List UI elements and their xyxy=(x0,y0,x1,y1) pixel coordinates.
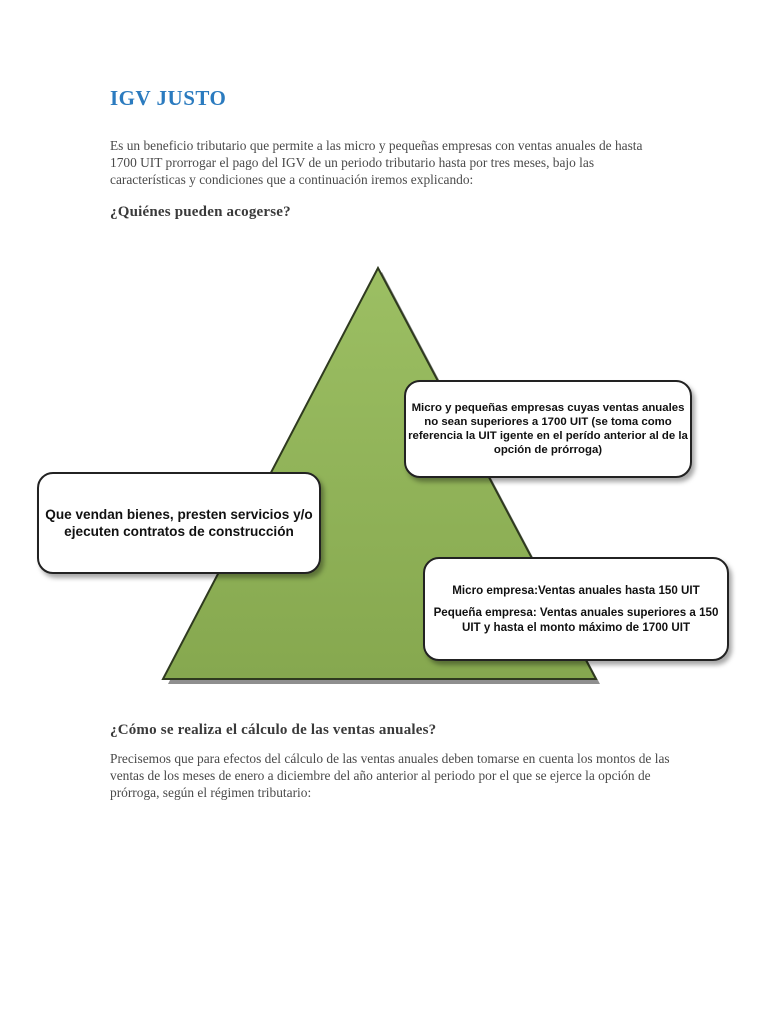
criteria-box-company-size xyxy=(423,557,729,661)
criteria-sales-limit-text: Micro y pequeñas empresas cuyas ventas anuales no sean superiores a 1700 UIT (se toma como referencia la UIT igente en el perído anterior al de la opción de prórroga) xyxy=(408,402,688,456)
section-heading-who: ¿Quiénes pueden acogerse? xyxy=(110,204,291,220)
criteria-box-sales-limit xyxy=(404,380,692,478)
page-title: IGV JUSTO xyxy=(110,86,227,110)
section-heading-calculation: ¿Cómo se realiza el cálculo de las ventas anuales? xyxy=(110,722,437,738)
calculation-paragraph: Precisemos que para efectos del cálculo de las ventas anuales deben tomarse en cuenta los montos de las ventas de los meses de enero a diciembre del año anterior al periodo por el que se ejerce la opción de prórroga, según el régimen tributario: xyxy=(110,751,670,800)
criteria-box-activities xyxy=(37,472,321,574)
small-company-text: Pequeña empresa: Ventas anuales superiores a 150 UIT y hasta el monto máximo de 1700 UIT xyxy=(433,606,719,634)
micro-company-text: Micro empresa:Ventas anuales hasta 150 UIT xyxy=(452,584,700,597)
criteria-activities-text: Que vendan bienes, presten servicios y/o ejecuten contratos de construcción xyxy=(45,507,313,539)
intro-paragraph: Es un beneficio tributario que permite a las micro y pequeñas empresas con ventas anuales de hasta 1700 UIT prorrogar el pago del IGV de un periodo tributario hasta por tres meses, bajo las características y condiciones que a continuación iremos explicando: xyxy=(110,138,643,187)
